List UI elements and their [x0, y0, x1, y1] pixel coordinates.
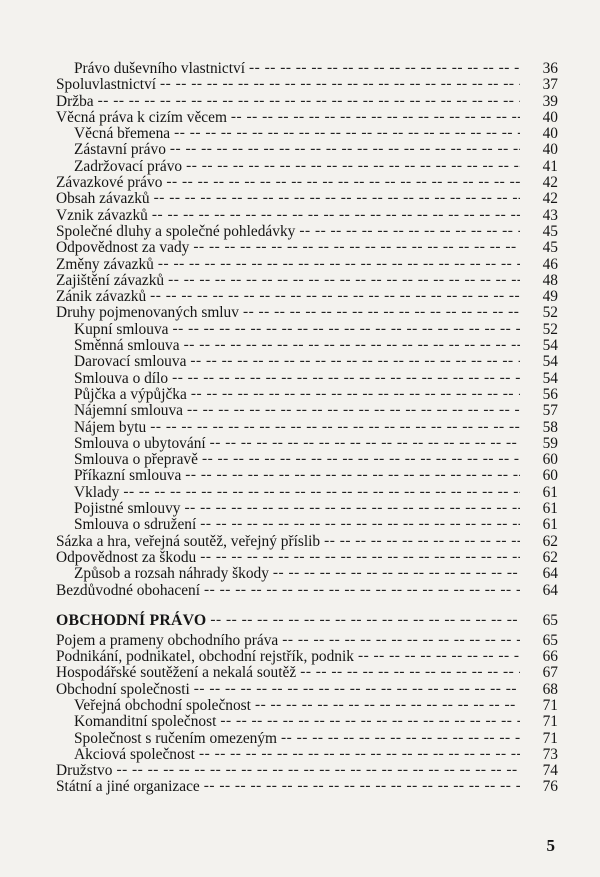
toc-entry-page: 73	[542, 745, 558, 763]
dot-leader	[200, 549, 520, 565]
dot-leader	[204, 582, 520, 598]
toc-entry-page: 40	[542, 141, 558, 159]
toc-entry-title: Druhy pojmenovaných smluv	[56, 304, 239, 322]
toc-entry	[56, 468, 558, 484]
dot-leader	[243, 304, 520, 320]
toc-entry-title: Obchodní společnosti	[56, 680, 190, 698]
toc-entry-page: 52	[542, 320, 558, 338]
toc-entry	[56, 665, 558, 681]
toc-entry	[56, 485, 558, 501]
dot-leader	[123, 484, 520, 500]
toc-entry-title: Zadržovací právo	[74, 157, 183, 175]
toc-entry-title: Smlouva o sdružení	[74, 516, 197, 534]
toc-entry	[56, 714, 558, 730]
dot-leader	[154, 190, 520, 206]
toc-entry-page: 54	[542, 369, 558, 387]
toc-entry-title: Státní a jiné organizace	[56, 778, 200, 796]
dot-leader	[324, 533, 520, 549]
dot-leader	[184, 337, 520, 353]
toc-entry-title: Způsob a rozsah náhrady škody	[74, 565, 269, 583]
toc-entry-title: Pojistné smlouvy	[74, 500, 181, 518]
toc-entry	[56, 566, 558, 582]
toc-entry	[56, 142, 558, 158]
dot-leader	[358, 648, 520, 664]
toc-entry-title: Příkazní smlouva	[74, 467, 182, 485]
toc-entry	[56, 534, 558, 550]
toc-entry	[56, 371, 558, 387]
toc-section-heading	[56, 611, 558, 631]
dot-leader	[273, 565, 520, 581]
toc-entry-title: Zástavní právo	[74, 141, 166, 159]
toc-entry-page: 60	[542, 467, 558, 485]
toc-entry	[56, 649, 558, 665]
toc-entry-page: 49	[542, 288, 558, 306]
dot-leader	[168, 272, 520, 288]
toc-entry-page: 48	[542, 271, 558, 289]
toc-entry-page: 52	[542, 304, 558, 322]
toc-entry	[56, 289, 558, 305]
toc-entry-page: 36	[542, 60, 558, 77]
toc-entry	[56, 682, 558, 698]
dot-leader	[172, 321, 520, 337]
dot-leader	[193, 239, 520, 255]
toc-entry-page: 42	[542, 174, 558, 192]
toc-entry-title: Spoluvlastnictví	[56, 76, 157, 94]
toc-entry	[56, 126, 558, 142]
toc-entry-title: Hospodářské soutěžení a nekalá soutěž	[56, 664, 297, 682]
dot-leader	[160, 76, 520, 92]
toc-entry-title: Změny závazků	[56, 255, 154, 273]
toc-entry-page: 66	[542, 648, 558, 666]
dot-leader	[199, 746, 520, 762]
toc-entry-title: Smlouva o přepravě	[74, 451, 198, 469]
toc-entry	[56, 224, 558, 240]
toc-entry-title: Podnikání, podnikatel, obchodní rejstřík, podnik	[56, 648, 354, 666]
toc-entry-page: 40	[542, 108, 558, 126]
toc-entry-page: 71	[542, 729, 558, 747]
toc-entry-title: Půjčka a výpůjčka	[74, 385, 187, 403]
toc-entry-page: 54	[542, 337, 558, 355]
toc-entry-title: Veřejná obchodní společnost	[74, 696, 251, 714]
dot-leader	[191, 386, 520, 402]
toc-entry-page: 54	[542, 353, 558, 371]
toc-entry-title: Sázka a hra, veřejná soutěž, veřejný příslib	[56, 532, 321, 550]
toc-entry	[56, 94, 558, 110]
toc-entry-title: Smlouva o ubytování	[74, 434, 206, 452]
toc-entry-page: 45	[542, 239, 558, 257]
toc-entry-title: Věcná břemena	[74, 125, 171, 143]
toc-entry-page: 74	[542, 762, 558, 780]
dot-leader	[200, 516, 520, 532]
toc-entry	[56, 747, 558, 763]
toc-entry	[56, 159, 558, 175]
toc-entry-page: 57	[542, 402, 558, 420]
toc-entry	[56, 322, 558, 338]
toc-entry-title: Vznik závazků	[56, 206, 148, 224]
toc-entry-title: Společnost s ručením omezeným	[74, 729, 278, 747]
toc-entry-page: 46	[542, 255, 558, 273]
toc-entry-title: Nájemní smlouva	[74, 402, 183, 420]
toc-entry	[56, 191, 558, 207]
toc-entry-title: Držba	[56, 92, 94, 110]
dot-leader	[98, 93, 520, 109]
table-of-contents	[56, 61, 558, 796]
toc-entry-page: 42	[542, 190, 558, 208]
toc-entry-page: 68	[542, 680, 558, 698]
dot-leader	[231, 109, 520, 125]
toc-entry	[56, 633, 558, 649]
toc-entry	[56, 175, 558, 191]
toc-entry-title: Pojem a prameny obchodního práva	[56, 631, 279, 649]
toc-entry-page: 67	[542, 664, 558, 682]
dot-leader	[184, 500, 520, 516]
toc-entry	[56, 338, 558, 354]
toc-entry	[56, 779, 558, 795]
toc-entry-title: Komanditní společnost	[74, 713, 217, 731]
toc-entry-page: 71	[542, 696, 558, 714]
dot-leader	[204, 778, 520, 794]
toc-entry	[56, 698, 558, 714]
toc-entry	[56, 420, 558, 436]
dot-leader	[202, 451, 520, 467]
toc-entry	[56, 110, 558, 126]
toc-entry	[56, 403, 558, 419]
toc-entry-title: Obsah závazků	[56, 190, 150, 208]
toc-entry-title: Odpovědnost za vady	[56, 239, 190, 257]
dot-leader	[172, 370, 520, 386]
dot-leader	[150, 419, 520, 435]
toc-entry-page: 60	[542, 451, 558, 469]
dot-leader	[255, 697, 520, 713]
toc-entry	[56, 583, 558, 599]
toc-entry-title: Společné dluhy a společné pohledávky	[56, 222, 296, 240]
dot-leader	[170, 141, 520, 157]
toc-entry	[56, 517, 558, 533]
dot-leader	[186, 158, 520, 174]
toc-entry-page: 61	[542, 483, 558, 501]
toc-entry	[56, 436, 558, 452]
toc-entry-title: Zajištění závazků	[56, 271, 165, 289]
toc-entry-title: Kupní smlouva	[74, 320, 169, 338]
toc-entry-title: Akciová společnost	[74, 745, 195, 763]
toc-entry-page: 59	[542, 434, 558, 452]
toc-entry	[56, 240, 558, 256]
toc-entry-page: 65	[542, 611, 558, 629]
toc-entry-page: 62	[542, 548, 558, 566]
toc-entry-page: 43	[542, 206, 558, 224]
toc-entry-title: Darovací smlouva	[74, 353, 187, 371]
toc-entry-title: Smlouva o dílo	[74, 369, 169, 387]
toc-entry	[56, 452, 558, 468]
toc-entry-page: 40	[542, 125, 558, 143]
toc-entry-page: 61	[542, 516, 558, 534]
toc-entry-title: Nájem bytu	[74, 418, 147, 436]
dot-leader	[282, 632, 520, 648]
toc-entry	[56, 305, 558, 321]
toc-entry-page: 64	[542, 565, 558, 583]
toc-entry	[56, 387, 558, 403]
toc-entry-title: Bezdůvodné obohacení	[56, 581, 201, 599]
toc-entry-title: Právo duševního vlastnictví	[74, 60, 245, 77]
dot-leader	[210, 610, 520, 630]
toc-entry-page: 64	[542, 581, 558, 599]
toc-entry-page: 61	[542, 500, 558, 518]
dot-leader	[185, 467, 520, 483]
toc-entry-page: 39	[542, 92, 558, 110]
toc-entry	[56, 501, 558, 517]
dot-leader	[158, 256, 520, 272]
toc-entry	[56, 61, 558, 77]
toc-entry-page: 58	[542, 418, 558, 436]
toc-entry	[56, 763, 558, 779]
dot-leader	[152, 207, 520, 223]
dot-leader	[299, 223, 520, 239]
toc-entry-title: Zánik závazků	[56, 288, 147, 306]
dot-leader	[194, 681, 520, 697]
dot-leader	[281, 730, 520, 746]
toc-entry-page: 41	[542, 157, 558, 175]
toc-entry-title: Vklady	[74, 483, 120, 501]
toc-entry	[56, 354, 558, 370]
dot-leader	[187, 402, 520, 418]
toc-entry-title: Závazkové právo	[56, 174, 163, 192]
dot-leader	[166, 174, 520, 190]
toc-entry	[56, 273, 558, 289]
toc-entry-page: 62	[542, 532, 558, 550]
toc-entry-title: Směnná smlouva	[74, 337, 180, 355]
dot-leader	[150, 288, 520, 304]
page-number: 5	[546, 836, 555, 855]
dot-leader	[116, 762, 520, 778]
toc-entry-page: 56	[542, 385, 558, 403]
dot-leader	[190, 353, 520, 369]
toc-entry	[56, 77, 558, 93]
toc-entry-title: Odpovědnost za škodu	[56, 548, 197, 566]
toc-entry-page: 71	[542, 713, 558, 731]
toc-entry	[56, 208, 558, 224]
toc-entry-title: Věcná práva k cizím věcem	[56, 108, 227, 126]
toc-entry	[56, 731, 558, 747]
toc-entry	[56, 257, 558, 273]
dot-leader	[210, 435, 520, 451]
toc-entry-title: OBCHODNÍ PRÁVO	[56, 611, 207, 629]
toc-entry-page: 45	[542, 222, 558, 240]
toc-entry-page: 65	[542, 631, 558, 649]
dot-leader	[249, 60, 520, 76]
dot-leader	[174, 125, 520, 141]
toc-entry	[56, 550, 558, 566]
toc-entry-title: Družstvo	[56, 762, 113, 780]
dot-leader	[220, 713, 520, 729]
dot-leader	[300, 664, 520, 680]
toc-entry-page: 37	[542, 76, 558, 94]
toc-entry-page: 76	[542, 778, 558, 796]
